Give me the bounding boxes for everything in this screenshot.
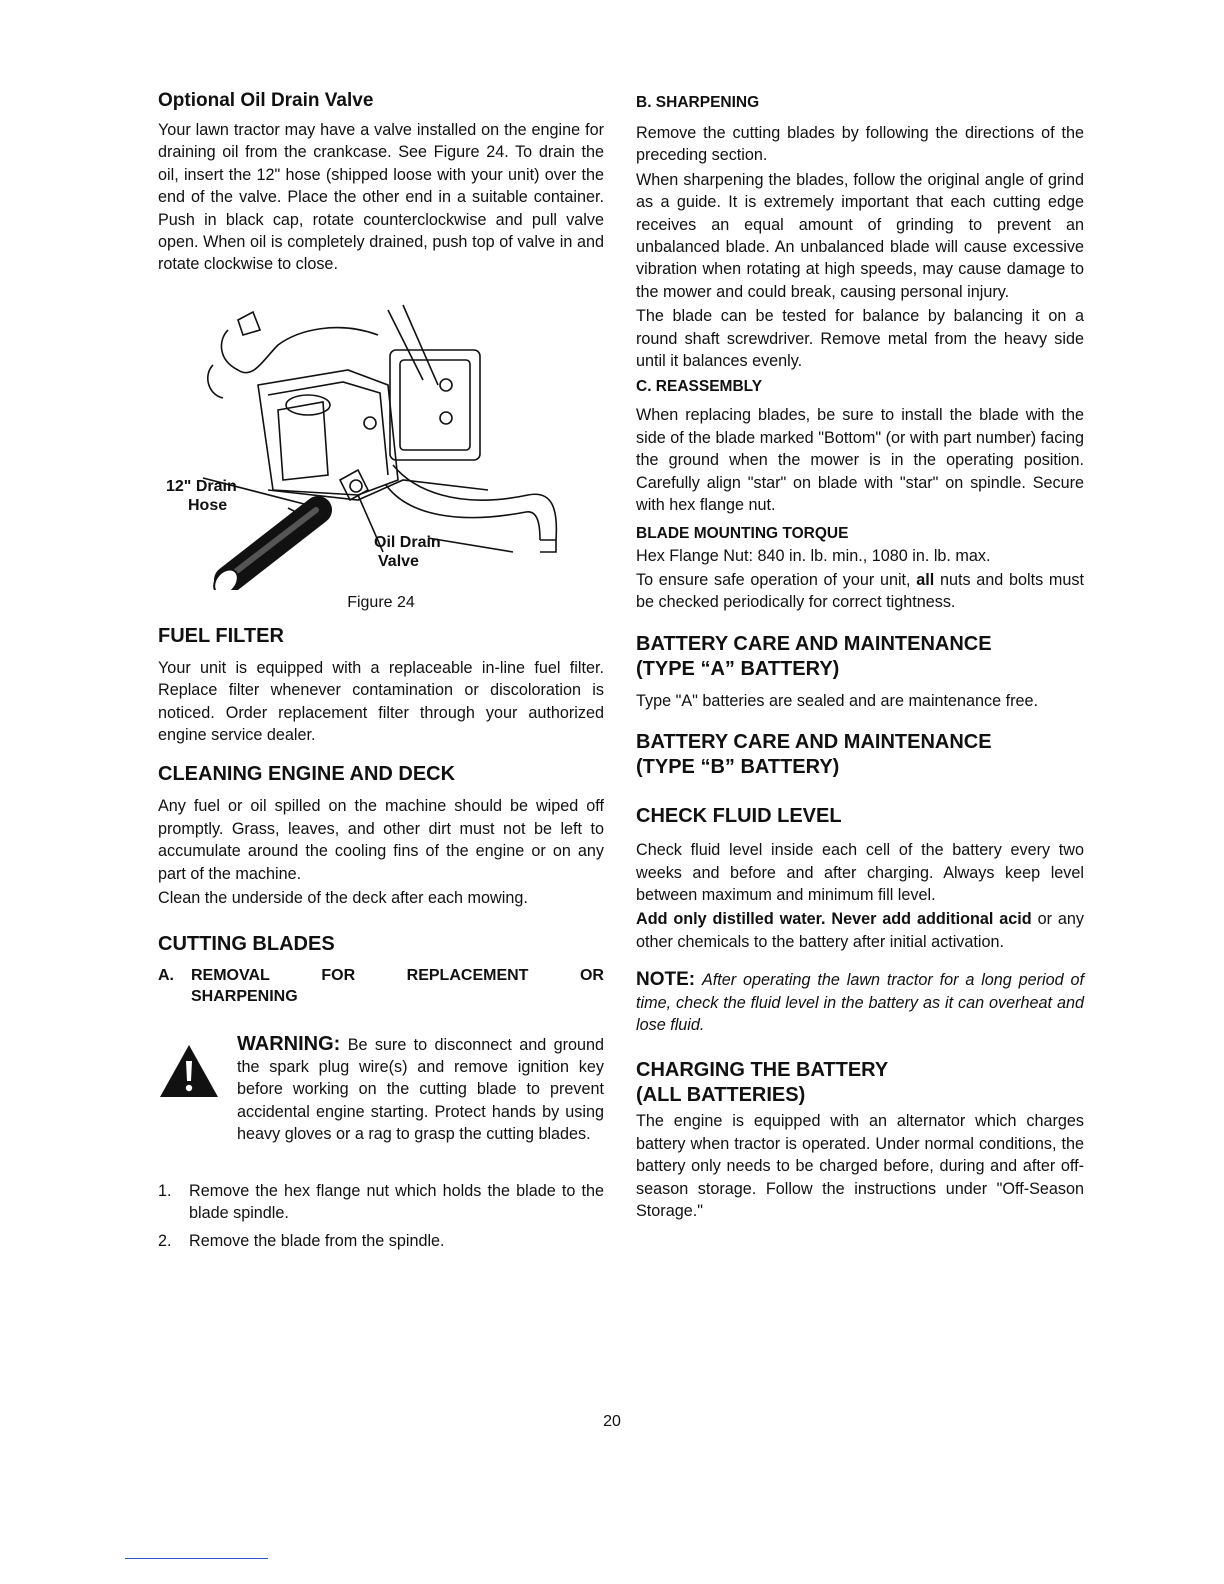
valve-label-line1: Oil Drain — [374, 533, 441, 551]
battery-b-heading-line1: BATTERY CARE AND MAINTENANCE — [636, 731, 992, 754]
step-item — [158, 1180, 604, 1225]
valve-label-line2: Valve — [378, 552, 419, 570]
torque-body-2 — [636, 569, 1084, 614]
oil-drain-heading: Optional Oil Drain Valve — [158, 90, 374, 111]
torque-heading: BLADE MOUNTING TORQUE — [636, 524, 849, 542]
charging-heading-line2: (ALL BATTERIES) — [636, 1084, 806, 1107]
cutting-blades-heading: CUTTING BLADES — [158, 932, 335, 955]
warning-body: Be sure to disconnect and ground the spark plug wire(s) and remove ignition key before working on the cutting blade to prevent accidental engine starting. Protect hands by using heavy gloves or a rag to grasp the cutting blades. — [237, 1035, 605, 1144]
battery-a-heading — [636, 632, 1084, 682]
hose-label-line2: Hose — [188, 496, 228, 514]
reassembly-heading: C. REASSEMBLY — [636, 378, 763, 396]
battery-a-heading-line1: BATTERY CARE AND MAINTENANCE — [636, 632, 992, 655]
step-number: 1. — [158, 1181, 172, 1200]
warning-block — [158, 1033, 604, 1146]
warning-triangle-icon — [158, 1043, 220, 1099]
fluid-body-1: Check fluid level inside each cell of the battery every two weeks and before and after charging. Always keep level between maximum and minimum fill level. — [636, 841, 1084, 904]
check-fluid-heading: CHECK FLUID LEVEL — [636, 805, 842, 828]
bottom-rule — [125, 1558, 268, 1559]
removal-subheading — [158, 965, 604, 1007]
charging-body: The engine is equipped with an alternator which charges battery when tractor is operated. Under normal conditions, the battery only needs to be charged before, during and after off-season storage. Follow the instructions under "Off-Season Storage." — [636, 1112, 1084, 1220]
note-label: NOTE: — [636, 969, 696, 991]
torque-body-1: Hex Flange Nut: 840 in. lb. min., 1080 in. lb. max. — [636, 546, 991, 565]
fuel-filter-heading: FUEL FILTER — [158, 624, 284, 647]
hose-label — [166, 477, 237, 515]
step-text: Remove the blade from the spindle. — [189, 1232, 445, 1251]
cleaning-heading: CLEANING ENGINE AND DECK — [158, 763, 456, 786]
removal-word-5: SHARPENING — [191, 987, 298, 1005]
reassembly-body: When replacing blades, be sure to install the blade with the side of the blade marked "Bottom" (or with part number) facing the ground when the mower is in the operating position. Carefully align "star" on blade with "star" on spindle. Secure with hex flange nut. — [636, 406, 1084, 515]
charging-heading — [636, 1058, 1084, 1108]
battery-a-body: Type "A" batteries are sealed and are maintenance free. — [636, 691, 1039, 710]
hose-label-line1: 12" Drain — [166, 477, 237, 495]
note-text: After operating the lawn tractor for a long period of time, check the fluid level in the battery as it can overheat and lose fluid. — [636, 971, 1085, 1034]
removal-word-4: OR — [579, 966, 604, 984]
charging-heading-line1: CHARGING THE BATTERY — [636, 1059, 889, 1082]
torque-body-2a: To ensure safe operation of your unit, — [636, 570, 911, 589]
page-number: 20 — [603, 1413, 621, 1430]
torque-body-2b: nuts and bolts must be checked periodically for correct tightness. — [636, 570, 1084, 612]
step-text: Remove the hex flange nut which holds the blade to the blade spindle. — [189, 1181, 604, 1222]
sharpening-body-3: The blade can be tested for balance by balancing it on a round shaft screwdriver. Remove metal from the heavy side until it balances evenly. — [636, 307, 1084, 371]
figure-24 — [158, 290, 604, 590]
fluid-body-2 — [636, 908, 1084, 953]
step-number: 2. — [158, 1232, 172, 1251]
oil-drain-body: Your lawn tractor may have a valve installed on the engine for draining oil from the crankcase. See Figure 24. To drain the oil, insert the 12" hose (shipped loose with your unit) over the end of the valve. Place the other end in a suitable container. Push in black cap, rotate counterclockwise and pull valve open. When oil is completely drained, push top of valve in and rotate clockwise to close. — [158, 121, 604, 274]
step-item — [158, 1230, 604, 1252]
note — [636, 969, 1084, 1036]
removal-letter: A. — [158, 966, 174, 984]
left-column — [158, 88, 604, 1259]
removal-word-3: REPLACEMENT — [406, 966, 529, 984]
fluid-body-2-rest: or any other chemicals to the battery after initial activation. — [636, 910, 1085, 951]
cleaning-body-2: Clean the underside of the deck after each mowing. — [158, 889, 528, 908]
figure-caption: Figure 24 — [347, 593, 415, 611]
sharpening-heading: B. SHARPENING — [636, 94, 760, 111]
warning-text — [237, 1033, 604, 1146]
battery-a-heading-line2: (TYPE “A” BATTERY) — [636, 657, 840, 680]
valve-label — [374, 533, 441, 571]
battery-b-heading — [636, 730, 1084, 780]
sharpening-body-2: When sharpening the blades, follow the original angle of grind as a guide. It is extremely important that each cutting edge receives an equal amount of grinding to prevent an unbalanced blade. An unbalanced blade will cause excessive vibration when rotating at high speeds, may cause damage to the mower and could break, causing personal injury. — [636, 170, 1084, 301]
sharpening-body-1: Remove the cutting blades by following the directions of the preceding section. — [636, 124, 1084, 165]
fluid-body-2-bold: Add only distilled water. Never add additional acid — [636, 910, 1032, 929]
warning-label: WARNING: — [237, 1032, 341, 1055]
battery-b-heading-line2: (TYPE “B” BATTERY) — [636, 756, 840, 779]
fuel-filter-body: Your unit is equipped with a replaceable in-line fuel filter. Replace filter whenever contamination or discoloration is noticed. Order replacement filter through your authorized engine service dealer. — [158, 658, 604, 745]
right-column — [636, 92, 1084, 1224]
removal-steps — [158, 1180, 604, 1253]
removal-word-2: FOR — [321, 966, 356, 984]
removal-word-1: REMOVAL — [191, 966, 270, 984]
cleaning-body-1: Any fuel or oil spilled on the machine should be wiped off promptly. Grass, leaves, and other dirt must not be left to accumulate around the cooling fins of the engine or on any part of the machine. — [158, 797, 604, 883]
torque-body-2-bold: all — [916, 570, 935, 589]
